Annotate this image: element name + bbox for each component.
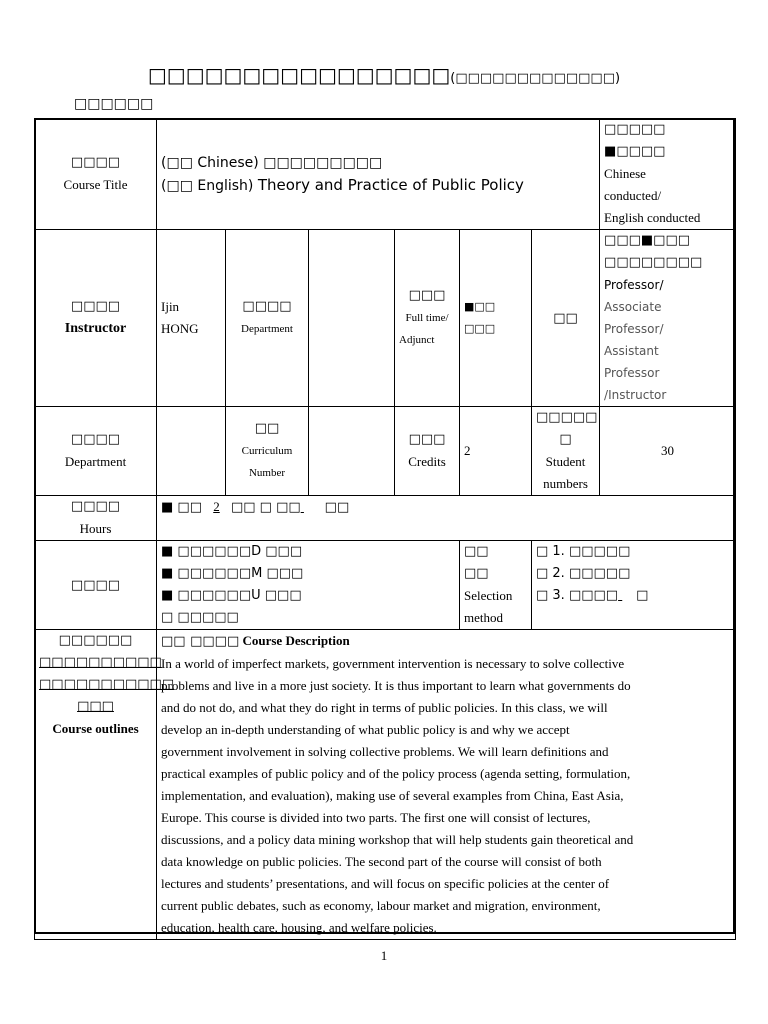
language-option-english[interactable]: ■□□□□ [604,144,666,159]
rank-options-cell [600,230,736,407]
selection-label-en2: method [464,610,503,625]
description-heading-en: Course Description [242,633,350,648]
course-title-zh-value: □□□□□□□□□ [263,154,383,171]
rank-en-professor2: Professor/ [604,322,664,336]
department-label-en: Department [64,454,127,469]
title-subtitle: (□□□□□□□□□□□□□) [450,71,621,86]
course-type-option-m[interactable]: ■ □□□□□□M □□□ [161,566,304,581]
credits-label-cell [395,407,460,496]
course-type-label: □□□□ [70,577,121,593]
curriculum-label-en2: Number [248,467,286,479]
selection-option-2[interactable]: □ 2. □□□□□ [536,566,631,581]
description-line: government involvement in solving collective problems. We will learn definitions and [161,744,609,759]
unit-label: □□□□□□ [74,96,154,112]
hours-value-c: □□ [324,500,350,515]
page-number: 1 [380,948,388,963]
language-en-line2: conducted/ [604,188,662,203]
description-line: lectures and students’ presentations, and will focus on specific policies at the center of [161,876,610,891]
course-title-label-en: Course Title [63,177,128,192]
course-title-en-prefix: (□□ English) [161,177,254,194]
course-title-en-value: Theory and Practice of Public Policy [257,175,524,194]
row-course-outline [35,630,736,940]
instructor-label-cell [35,230,157,407]
instructor-name-line2: HONG [161,321,199,336]
credits-value-cell [460,407,532,496]
selection-option-3: □ 3. □□□□ □ [536,588,649,603]
course-type-option-d[interactable]: ■ □□□□□□D □□□ [161,544,303,559]
employment-option-fulltime[interactable]: ■□□ [464,300,496,313]
instructor-label-zh: □□□□ [70,299,121,314]
course-type-options-cell [157,541,460,630]
course-type-label-cell [35,541,157,630]
hours-label-en: Hours [79,521,112,536]
selection-label-zh2: □□ [464,566,489,581]
instructor-dept-label-en: Department [241,323,293,335]
language-en-line3: English conducted [604,210,701,225]
course-description-cell [157,630,736,940]
description-line: practical examples of public policy and of the policy process (agenda setting, formulation, [161,766,631,781]
students-label-zh1: □□□□□ [536,410,598,425]
rank-option-line2[interactable]: □□□□□□□□ [604,255,703,270]
title-main: □□□□□□□□□□□□□□□□ [147,63,451,87]
rank-en-assistant: Assistant [604,344,659,358]
language-cell [600,119,736,230]
instructor-dept-label-zh: □□□□ [242,299,292,314]
description-line: education, health care, housing, and welfare policies. [161,920,437,935]
row-hours [35,496,736,541]
course-title-label-cell [35,119,157,230]
description-line: problems and live in a more just society. It is thus important to learn what governments do [161,678,631,693]
curriculum-label-cell [226,407,309,496]
students-value-cell [600,407,736,496]
selection-options-cell [532,541,736,630]
employment-type-label-zh: □□□ [408,288,446,303]
department-label-zh: □□□□ [70,432,121,447]
employment-type-label-en1: Full time/ [405,312,449,324]
students-label-zh2: □ [559,432,572,447]
hours-label-cell [35,496,157,541]
hours-value-a: ■ □□ [161,500,202,515]
employment-type-options-cell [460,230,532,407]
description-line: develop an in-depth understanding of what public policy is and why we accept [161,722,570,737]
description-line: data knowledge on public policies. The second part of the course will consist of both [161,854,602,869]
students-label-cell [532,407,600,496]
description-line: In a world of imperfect markets, government intervention is necessary to solve collective [161,656,625,671]
description-line: current public debates, such as economy, labour market and migration, environment, [161,898,601,913]
description-line: and do not do, and what they do right in terms of public policies. In this class, we will [161,700,608,715]
course-type-option-u[interactable]: ■ □□□□□□U □□□ [161,588,302,603]
course-title-value-cell [157,119,600,230]
hours-value-cell [157,496,736,541]
students-value: 30 [661,443,675,458]
credits-label-en: Credits [408,454,446,469]
rank-en-professor3: Professor [604,366,660,380]
outline-label-line3: □□□□□□□□□□□ [39,677,175,692]
outline-label-line1: □□□□□□ [58,633,133,648]
description-heading-zh: □□ □□□□ [161,634,240,649]
outline-label-cell [35,630,175,940]
course-title-label-zh: □□□□ [70,155,121,170]
rank-en-associate: Associate [604,300,662,314]
curriculum-label-en1: Curriculum [241,445,293,457]
students-label-en2: numbers [543,476,588,491]
instructor-dept-label-cell [226,230,309,407]
row-instructor [35,230,736,407]
row-course-type [35,541,736,630]
outline-label-en: Course outlines [52,721,139,736]
department-value-cell [157,407,226,496]
document-title [0,62,768,92]
department-label-cell [35,407,157,496]
description-line: discussions, and a policy data mining workshop that will help students gain theoretical and [161,832,634,847]
row-course-title [35,119,736,230]
credits-value: 2 [464,443,471,458]
instructor-name-line1: Ijin [161,299,180,314]
instructor-name-cell [157,230,226,407]
outline-label-line4: □□□ [77,699,114,714]
employment-type-label-en2: Adjunct [399,334,435,346]
hours-value-number: 2 [213,499,220,514]
selection-label-zh1: □□ [464,544,489,559]
course-title-zh-prefix: (□□ Chinese) [161,154,259,171]
description-line: Europe. This course is divided into two parts. The first one will consist of lectures, [161,810,591,825]
language-option-chinese[interactable]: □□□□□ [604,122,666,137]
rank-label: □□ [553,310,578,326]
curriculum-label-zh: □□ [254,421,280,436]
instructor-dept-value-cell [309,230,395,407]
curriculum-value-cell [309,407,395,496]
rank-en-professor: Professor/ [604,278,664,292]
employment-option-adjunct[interactable]: □□□ [464,322,496,335]
hours-value-b: □□ □ □□ [230,500,301,515]
row-department [35,407,736,496]
outline-label-line2: □□□□□□□□□□ [39,655,162,670]
selection-label-cell [460,541,532,630]
selection-option-1[interactable]: □ 1. □□□□□ [536,544,631,559]
students-label-en1: Student [545,454,586,469]
rank-en-instructor: /Instructor [604,388,667,402]
rank-label-cell [532,230,600,407]
course-type-option-other[interactable]: □ □□□□□ [161,610,239,625]
employment-type-label-cell [395,230,460,407]
selection-label-en1: Selection [464,588,513,603]
description-line: implementation, and evaluation), making use of several examples from China, East Asia, [161,788,624,803]
rank-option-line1[interactable]: □□□■□□□ [604,233,691,248]
instructor-label-en: Instructor [64,321,127,336]
language-en-line1: Chinese [604,166,646,181]
course-info-table [34,118,736,940]
credits-label-zh: □□□ [408,432,446,447]
hours-label-zh: □□□□ [70,499,121,514]
